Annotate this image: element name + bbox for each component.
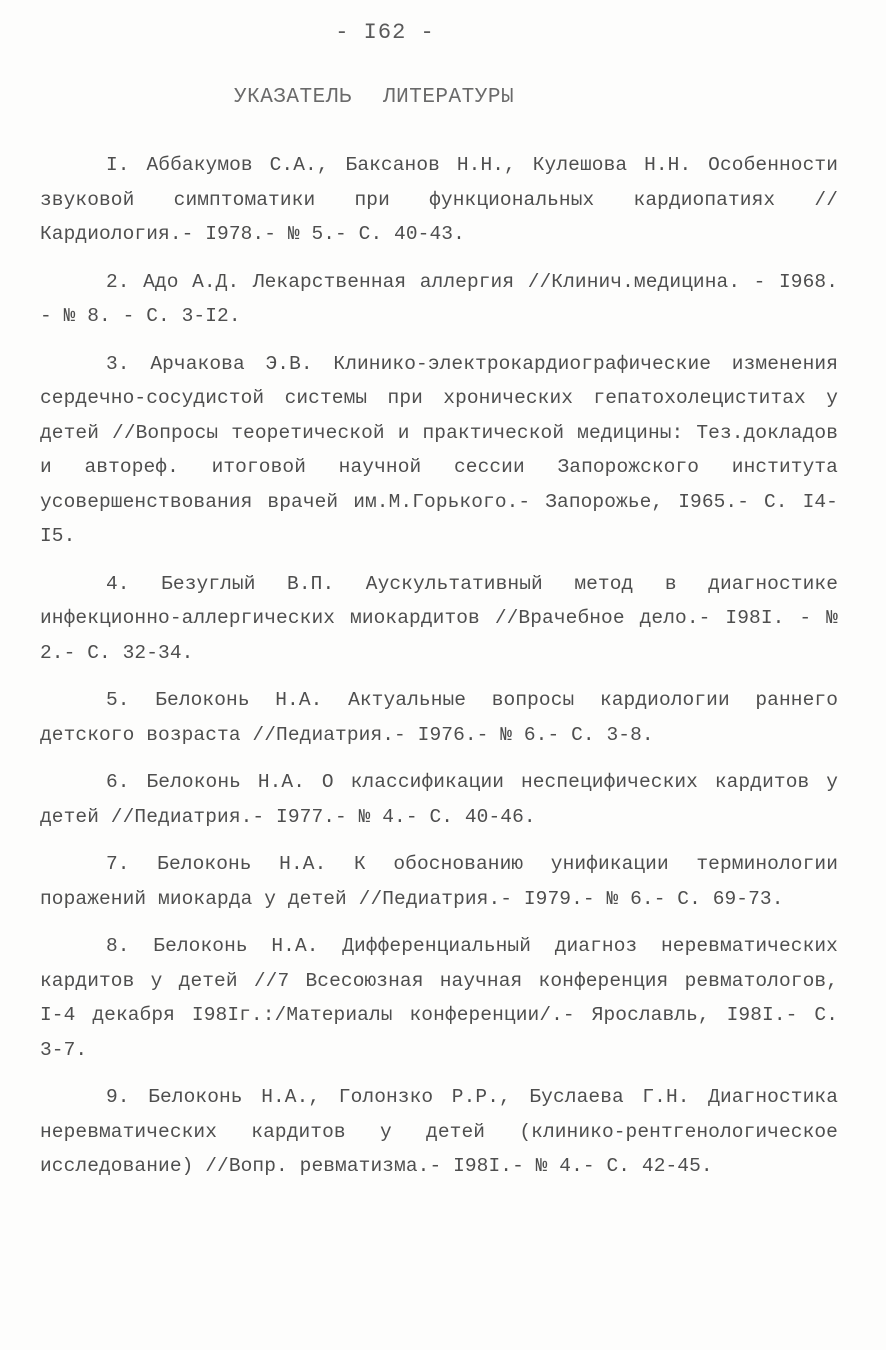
reference-item: 3. Арчакова Э.В. Клинико-электрокардиографические изменения сердечно-сосудистой системы при хронических гепатохолециститах у детей //Вопросы теоретической и практической медицины: Тез.докладов и автореф. итоговой научной сессии Запорожского института усовершенствования врачей им.М.Горького.- Запорожье, I965.- С. I4-I5. [40,352,838,547]
reference-item: 2. Адо А.Д. Лекарственная аллергия //Клинич.медицина. - I968. - № 8. - С. 3-I2. [40,270,838,327]
reference-item: 9. Белоконь Н.А., Голонзко Р.Р., Буслаева Г.Н. Диагностика неревматических кардитов у детей (клинико-рентгенологическое исследование) //Вопр. ревматизма.- I98I.- № 4.- С. 42-45. [40,1086,838,1177]
page-title: УКАЗАТЕЛЬ ЛИТЕРАТУРЫ [234,86,515,109]
reference-item: 7. Белоконь Н.А. К обоснованию унификации терминологии поражений миокарда у детей //Педиатрия.- I979.- № 6.- С. 69-73. [40,853,838,910]
reference-item: 4. Безуглый В.П. Аускультативный метод в диагностике инфекционно-аллергических миокардитов //Врачебное дело.- I98I. - № 2.- С. 32-34. [40,572,838,664]
reference-item: 6. Белоконь Н.А. О классификации неспецифических кардитов у детей //Педиатрия.- I977.- № 4.- С. 40-46. [40,771,838,828]
reference-item: 8. Белоконь Н.А. Дифференциальный диагноз неревматических кардитов у детей //7 Всесоюзная научная конференция ревматологов, I-4 декабря I98Iг.:/Материалы конференции/.- Ярославль, I98I.- С. 3-7. [40,935,838,1061]
reference-list [40,148,838,1197]
page-number: - I62 - [335,20,435,45]
reference-item: I. Аббакумов С.А., Баксанов Н.Н., Кулешова Н.Н. Особенности звуковой симптоматики при функциональных кардиопатиях //Кардиология.- I978.- № 5.- С. 40-43. [40,154,838,245]
reference-item: 5. Белоконь Н.А. Актуальные вопросы кардиологии раннего детского возраста //Педиатрия.- I976.- № 6.- С. 3-8. [40,689,838,746]
